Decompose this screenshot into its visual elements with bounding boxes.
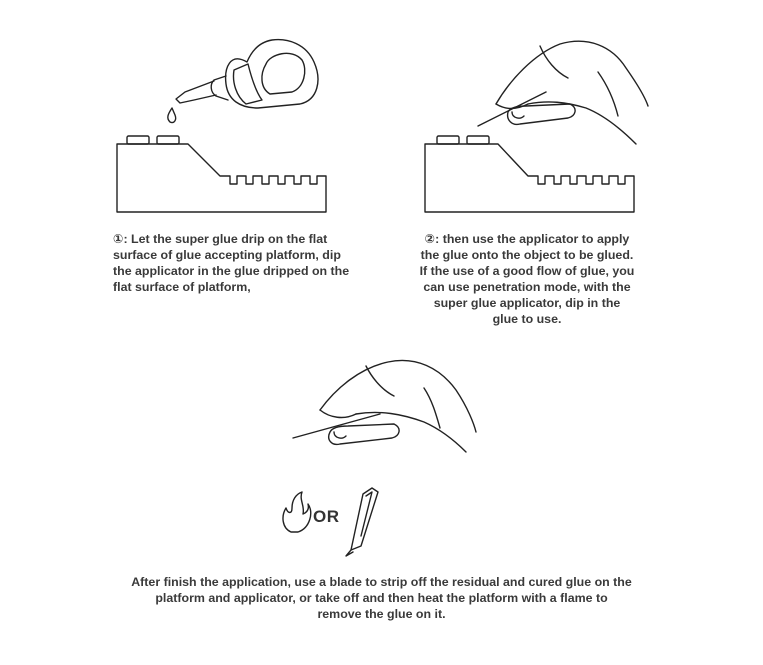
caption-line: ②: then use the applicator to apply [424, 232, 630, 246]
caption-line: glue to use. [492, 312, 562, 326]
utility-blade-icon [346, 488, 378, 556]
glue-platform-icon [117, 136, 326, 212]
caption-line: the glue onto the object to be glued. [420, 248, 634, 262]
step-2-caption [412, 231, 642, 327]
caption-line: the applicator in the glue dripped on the [113, 264, 350, 278]
flame-icon [283, 492, 311, 532]
caption-line: platform and applicator, or take off and then heat the platform with a flame to [155, 591, 608, 605]
hand-with-applicator-icon [478, 41, 648, 144]
caption-line: ①: Let the super glue drip on the flat [113, 232, 328, 246]
caption-line: If the use of a good flow of glue, you [419, 264, 635, 278]
caption-line: can use penetration mode, with the [423, 280, 631, 294]
step-3-caption [0, 574, 763, 622]
glue-platform-icon [425, 136, 634, 212]
caption-line: flat surface of platform, [113, 280, 251, 294]
caption-line: super glue applicator, dip in the [433, 296, 621, 310]
or-label: OR [313, 507, 340, 526]
caption-line: remove the glue on it. [317, 607, 446, 621]
glue-bottle-icon [176, 40, 318, 108]
caption-line: surface of glue accepting platform, dip [113, 248, 341, 262]
caption-line: After finish the application, use a blade to strip off the residual and cured glue on the [131, 575, 632, 589]
hand-with-applicator-icon [293, 360, 476, 452]
glue-drop-icon [168, 108, 176, 123]
step-1-caption [113, 231, 349, 295]
